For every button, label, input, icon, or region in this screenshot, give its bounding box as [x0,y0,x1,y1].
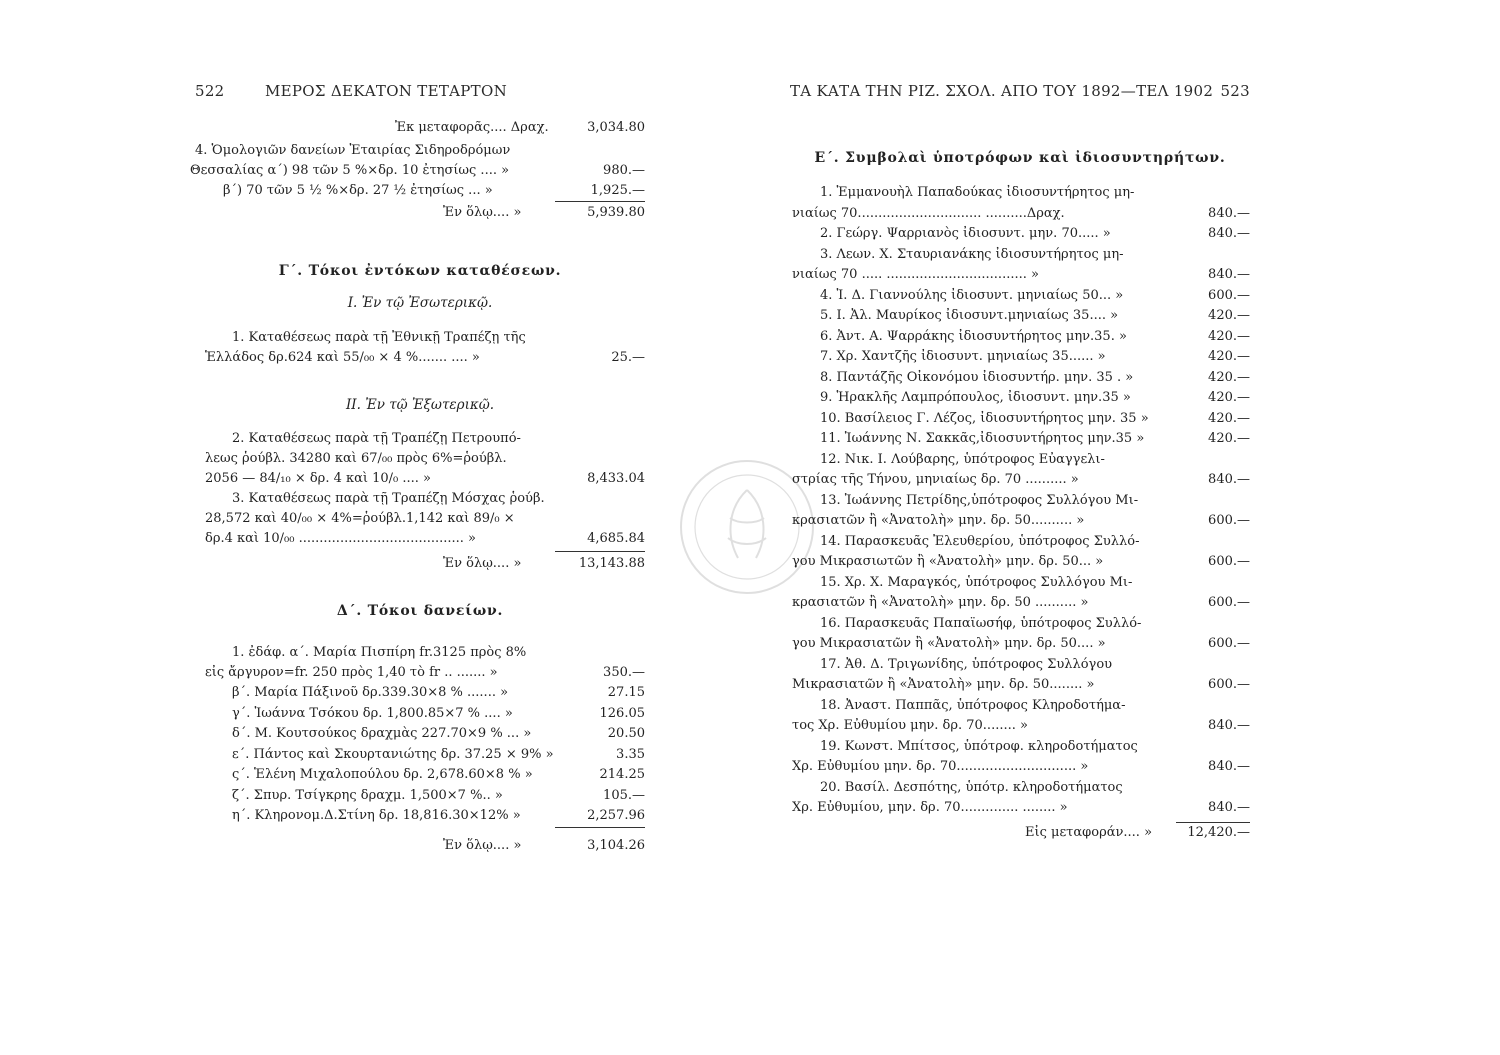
total-line: Ἐν ὅλῳ.... » 5,939.80 [443,205,645,220]
entry-line-continued: Μικρασιατῶν ἢ «Ἀνατολὴ» μην. δρ. 50........ » 600.— [792,677,1250,692]
loan-row: δ΄. Μ. Κουτσούκος δραχμὰς 227.70×9 % ... » 20.50 [232,726,645,741]
loan-row: ε΄. Πάντος καὶ Σκουρτανιώτης δρ. 37.25 × 9% » 3.35 [232,746,645,762]
entry-line-continued: γου Μικρασιωτῶν ἢ «Ἀνατολὴ» μην. δρ. 50... » 600.— [792,554,1250,569]
loan-row: ς΄. Ἑλένη Μιχαλοπούλου δρ. 2,678.60×8 % » 214.25 [232,767,645,782]
loan-row: ζ΄. Σπυρ. Τσίγκρης δραχμ. 1,500×7 %.. » 105.— [232,787,645,803]
entry-line: 7. Χρ. Χαντζῆς ἰδιοσυντ. μηνιαίως 35...... » 420.— [820,349,1250,364]
entry-line-continued: στρίας τῆς Τήνου, μηνιαίως δρ. 70 .......... » 840.— [792,472,1250,487]
item-4-line2: Θεσσαλίας α΄) 98 τῶν 5 %×δρ. 10 ἐτησίως .... » 980.— [190,163,645,178]
d1-line2: εἰς ἄργυρον=fr. 250 πρὸς 1,40 τὸ fr .. ....... » 350.— [205,665,645,680]
subheading-interior: Ι. Ἐν τῷ Ἐσωτερικῷ. [347,295,493,311]
entry-line: 3. Λεων. Χ. Σταυριανάκης ἰδιοσυντήρητος μη- [820,246,1124,262]
total-line: Ἐν ὅλῳ.... » 3,104.26 [443,838,645,853]
section-heading-d: Δ΄. Τόκοι δανείων. [336,603,504,619]
entry-line: 19. Κωνστ. Μπίτσος, ὑπότροφ. κληροδοτήματος [820,738,1138,754]
entry-line: 6. Ἀντ. Α. Ψαρράκης ἰδιοσυντήρητος μην.35. » 420.— [820,328,1250,344]
loan-row: η΄. Κληρονομ.Δ.Στίνη δρ. 18,816.30×12% » 2,257.96 [232,808,645,823]
entry-line-continued: νιαίως 70 ..... .................................. » 840.— [792,267,1250,282]
loan-row: γ΄. Ἰωάννα Τσόκου δρ. 1,800.85×7 % .... » 126.05 [232,705,645,721]
section-heading-g: Γ΄. Τόκοι ἐντόκων καταθέσεων. [278,263,562,279]
carry-forward-line: Ἐκ μεταφορᾶς.... Δραχ. 3,034.80 [395,120,645,135]
item-4-line3: β΄) 70 τῶν 5 ½ %×δρ. 27 ½ ἐτησίως ... » 1,925.— [223,183,645,198]
page-number: 522 [195,82,225,100]
left-page-header [195,82,645,100]
entry-line: 13. Ἰωάννης Πετρίδης,ὑπότροφος Συλλόγου Μι- [820,492,1139,508]
running-head: ΤΑ ΚΑΤΑ ΤΗΝ ΡΙΖ. ΣΧΟΛ. ΑΠΟ ΤΟΥ 1892—ΤΕΛ 1902 [790,82,1214,100]
entry-line-continued: τος Χρ. Εὐθυμίου μην. δρ. 70........ » 840.— [792,718,1250,733]
sum-rule [555,201,645,202]
g2-line2: λεως ῥούβλ. 34280 καὶ 67/₀₀ πρὸς 6%=ῥούβλ. [205,451,507,466]
g3-line3: δρ.4 καὶ 10/₀₀ ........................................ » 4,685.84 [205,531,645,546]
entry-line: 20. Βασίλ. Δεσπότης, ὑπότρ. κληροδοτήματος [820,779,1123,795]
g2-line1: 2. Καταθέσεως παρὰ τῇ Τραπέζῃ Πετρουπό- [232,431,521,446]
carry-forward-line: Εἰς μεταφοράν.... » 12,420.— [1025,825,1250,840]
entry-line-continued: Χρ. Εὐθυμίου μην. δρ. 70............................. » 840.— [792,759,1250,774]
total-line: Ἐν ὅλῳ.... » 13,143.88 [443,556,645,571]
g1-line2: Ἑλλάδος δρ.624 καὶ 55/₀₀ × 4 %....... .... » 25.— [205,350,645,365]
entry-line: 1. Ἐμμανουὴλ Παπαδούκας ἰδιοσυντήρητος μη- [820,185,1135,200]
entry-line: 5. Ι. Ἀλ. Μαυρίκος ἰδιοσυντ.μηνιαίως 35.... » 420.— [820,308,1250,323]
item-4-line1: 4. Ὁμολογιῶν δανείων Ἐταιρίας Σιδηροδρόμων [195,143,511,158]
loan-row: β΄. Μαρία Πάξινοῦ δρ.339.30×8 % ....... » 27.15 [232,685,645,700]
entry-line: 15. Χρ. Χ. Μαραγκός, ὑπότροφος Συλλόγου Μι- [820,574,1133,590]
sum-rule [555,827,645,828]
entry-line-continued: νιαίως 70.............................. ..........Δραχ. 840.— [792,205,1250,221]
entry-line: 4. Ἰ. Δ. Γιαννούλης ἰδιοσυντ. μηνιαίως 50... » 600.— [820,287,1250,303]
right-page-header [790,82,1250,100]
sum-rule [1176,822,1250,823]
entry-line: 14. Παρασκευᾶς Ἐλευθερίου, ὑπότροφος Συλλό- [820,533,1140,549]
g1-line1: 1. Καταθέσεως παρὰ τῇ Ἐθνικῇ Τραπέζῃ τῆς [232,330,526,345]
g3-line1: 3. Καταθέσεως παρὰ τῇ Τραπέζῃ Μόσχας ῥούβ. [232,491,545,506]
entry-line: 11. Ἰωάννης Ν. Σακκᾶς,ἰδιοσυντήρητος μην.35 » 420.— [820,431,1250,446]
entry-line: 18. Ἀναστ. Παππᾶς, ὑπότροφος Κληροδοτήμα- [820,697,1126,713]
entry-line: 9. Ἡρακλῆς Λαμπρόπουλος, ἰδιοσυντ. μην.35 » 420.— [820,390,1250,405]
sum-rule [555,551,645,552]
d1-line1: 1. ἐδάφ. α΄. Μαρία Πισπίρη fr.3125 πρὸς 8% [232,645,527,660]
entry-line-continued: γου Μικρασιατῶν ἢ «Ἀνατολὴ» μην. δρ. 50.... » 600.— [792,636,1250,651]
section-heading-e: Ε΄. Συμβολαὶ ὑποτρόφων καὶ ἰδιοσυντηρήτων. [814,150,1226,166]
entry-line: 10. Βασίλειος Γ. Λέζος, ἰδιοσυντήρητος μην. 35 » 420.— [820,410,1250,426]
entry-line-continued: κρασιατῶν ἢ «Ἀνατολὴ» μην. δρ. 50.......... » 600.— [792,513,1250,528]
entry-line: 12. Νικ. Ι. Λούβαρης, ὑπότροφος Εὐαγγελι- [820,451,1105,467]
entry-line: 16. Παρασκευᾶς Παπαϊωσήφ, ὑπότροφος Συλλό- [820,615,1142,631]
entry-line-continued: κρασιατῶν ἢ «Ἀνατολὴ» μην. δρ. 50 .......... » 600.— [792,595,1250,610]
entry-line: 8. Παντάζῆς Οἰκονόμου ἰδιοσυντήρ. μην. 35 . » 420.— [820,369,1250,385]
page-number: 523 [1220,82,1250,100]
running-head: ΜΕΡΟΣ ΔΕΚΑΤΟΝ ΤΕΤΑΡΤΟΝ [265,82,508,100]
entry-line-continued: Χρ. Εὐθυμίου, μην. δρ. 70.............. ........ » 840.— [792,800,1250,815]
g3-line2: 28,572 καὶ 40/₀₀ × 4%=ῥούβλ.1,142 καὶ 89/₀ × [205,511,515,526]
g2-line3: 2056 — 84/₁₀ × δρ. 4 καὶ 10/₀ .... » 8,433.04 [205,471,645,486]
subheading-exterior: ΙΙ. Ἐν τῷ Ἐξωτερικῷ. [345,397,495,413]
entry-line: 17. Ἀθ. Δ. Τριγωνίδης, ὑπότροφος Συλλόγου [820,656,1113,672]
entry-line: 2. Γεώργ. Ψαρριανὸς ἰδιοσυντ. μην. 70..... » 840.— [820,226,1250,241]
